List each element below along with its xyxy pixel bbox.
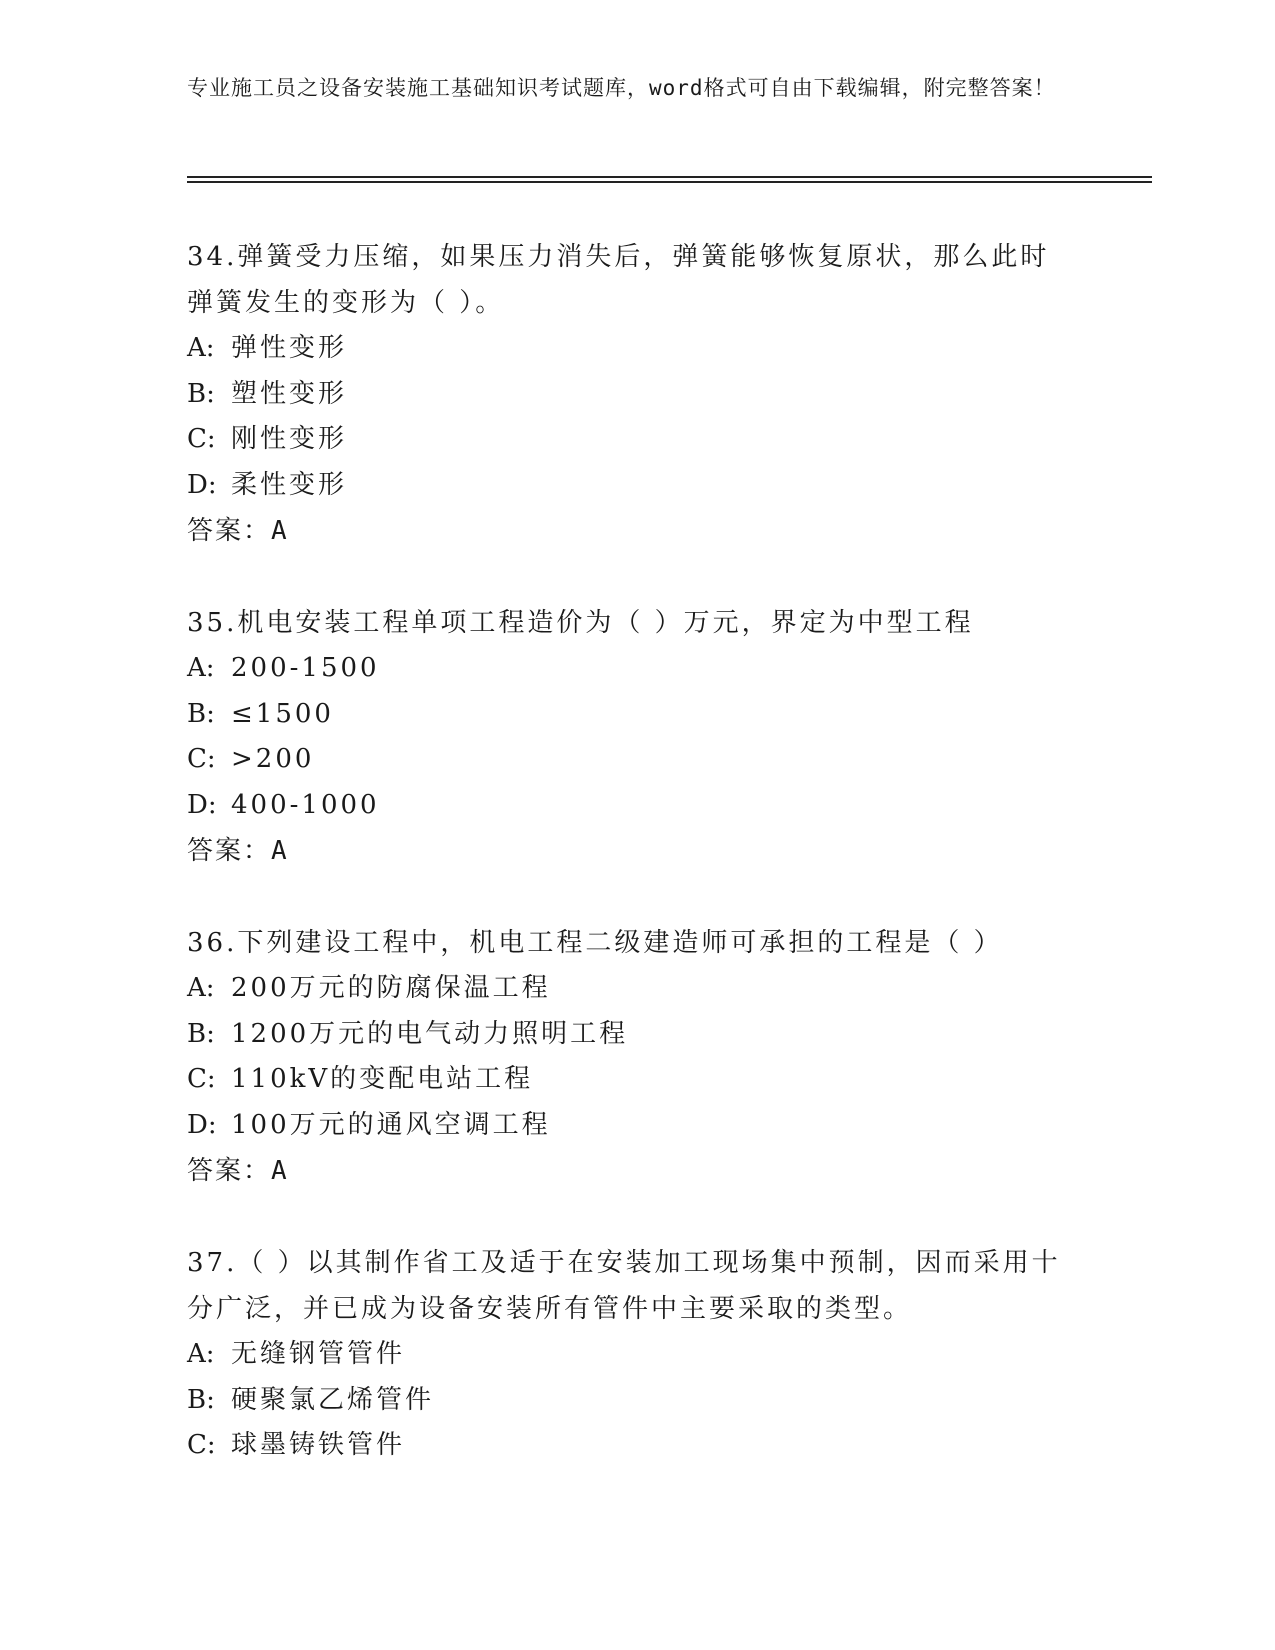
question-stem: 35.机电安装工程单项工程造价为（ ）万元，界定为中型工程	[187, 608, 974, 638]
option-key: A:	[187, 973, 215, 1003]
question-36	[187, 920, 1067, 1194]
option-text: 塑性变形	[231, 378, 348, 409]
question-stem: 36.下列建设工程中，机电工程二级建造师可承担的工程是（ ）	[187, 928, 1003, 958]
option-text: 弹性变形	[231, 333, 348, 363]
option-d	[187, 783, 1067, 829]
option-text: 硬聚氯乙烯管件	[231, 1384, 435, 1415]
question-list	[187, 234, 1067, 1515]
option-d	[187, 463, 1067, 509]
option-key: B:	[187, 698, 215, 729]
option-b	[187, 1378, 1067, 1424]
option-c	[187, 1057, 1067, 1103]
option-a	[187, 646, 1067, 692]
question-34	[187, 234, 1067, 554]
answer-line: 答案：A	[187, 836, 289, 866]
option-text: 110kV的变配电站工程	[231, 1064, 534, 1094]
option-key: D:	[187, 469, 217, 500]
question-stem: 34.弹簧受力压缩，如果压力消失后，弹簧能够恢复原状，那么此时弹簧发生的变形为（ ）。	[187, 242, 1050, 318]
option-key: B:	[187, 1384, 215, 1415]
option-key: C:	[187, 1430, 216, 1460]
option-text: 1200万元的电气动力照明工程	[231, 1018, 629, 1049]
option-d	[187, 1103, 1067, 1149]
option-a	[187, 326, 1067, 372]
option-text: 刚性变形	[231, 424, 348, 454]
option-c	[187, 417, 1067, 463]
option-text: 200-1500	[231, 653, 380, 683]
option-text: 200万元的防腐保温工程	[231, 973, 551, 1003]
answer-line: 答案：A	[187, 516, 289, 546]
option-b	[187, 692, 1067, 738]
question-35	[187, 600, 1067, 874]
question-37	[187, 1240, 1067, 1469]
question-stem: 37.（ ）以其制作省工及适于在安装加工现场集中预制，因而采用十分广泛，并已成为设备安装所有管件中主要采取的类型。	[187, 1248, 1061, 1324]
option-a	[187, 966, 1067, 1012]
option-key: C:	[187, 744, 216, 774]
option-key: B:	[187, 378, 215, 409]
option-key: C:	[187, 1064, 216, 1094]
option-key: B:	[187, 1018, 215, 1049]
option-key: A:	[187, 653, 215, 683]
answer-line: 答案：A	[187, 1156, 289, 1186]
document-header: 专业施工员之设备安装施工基础知识考试题库，word格式可自由下载编辑，附完整答案！	[187, 76, 1056, 100]
option-text: 100万元的通风空调工程	[231, 1109, 551, 1140]
option-text: 400-1000	[231, 789, 380, 820]
option-b	[187, 1012, 1067, 1058]
option-key: A:	[187, 1339, 215, 1369]
option-text: >200	[231, 744, 315, 774]
header-divider-bottom	[187, 181, 1152, 183]
option-key: C:	[187, 424, 216, 454]
option-text: 柔性变形	[231, 469, 348, 500]
header-divider-top	[187, 176, 1152, 178]
option-c	[187, 1423, 1067, 1469]
option-key: D:	[187, 1109, 217, 1140]
option-key: D:	[187, 789, 217, 820]
option-text: ≤1500	[231, 698, 334, 729]
option-key: A:	[187, 333, 215, 363]
option-text: 无缝钢管管件	[231, 1339, 406, 1369]
option-c	[187, 737, 1067, 783]
option-text: 球墨铸铁管件	[231, 1430, 406, 1460]
option-a	[187, 1332, 1067, 1378]
option-b	[187, 372, 1067, 418]
